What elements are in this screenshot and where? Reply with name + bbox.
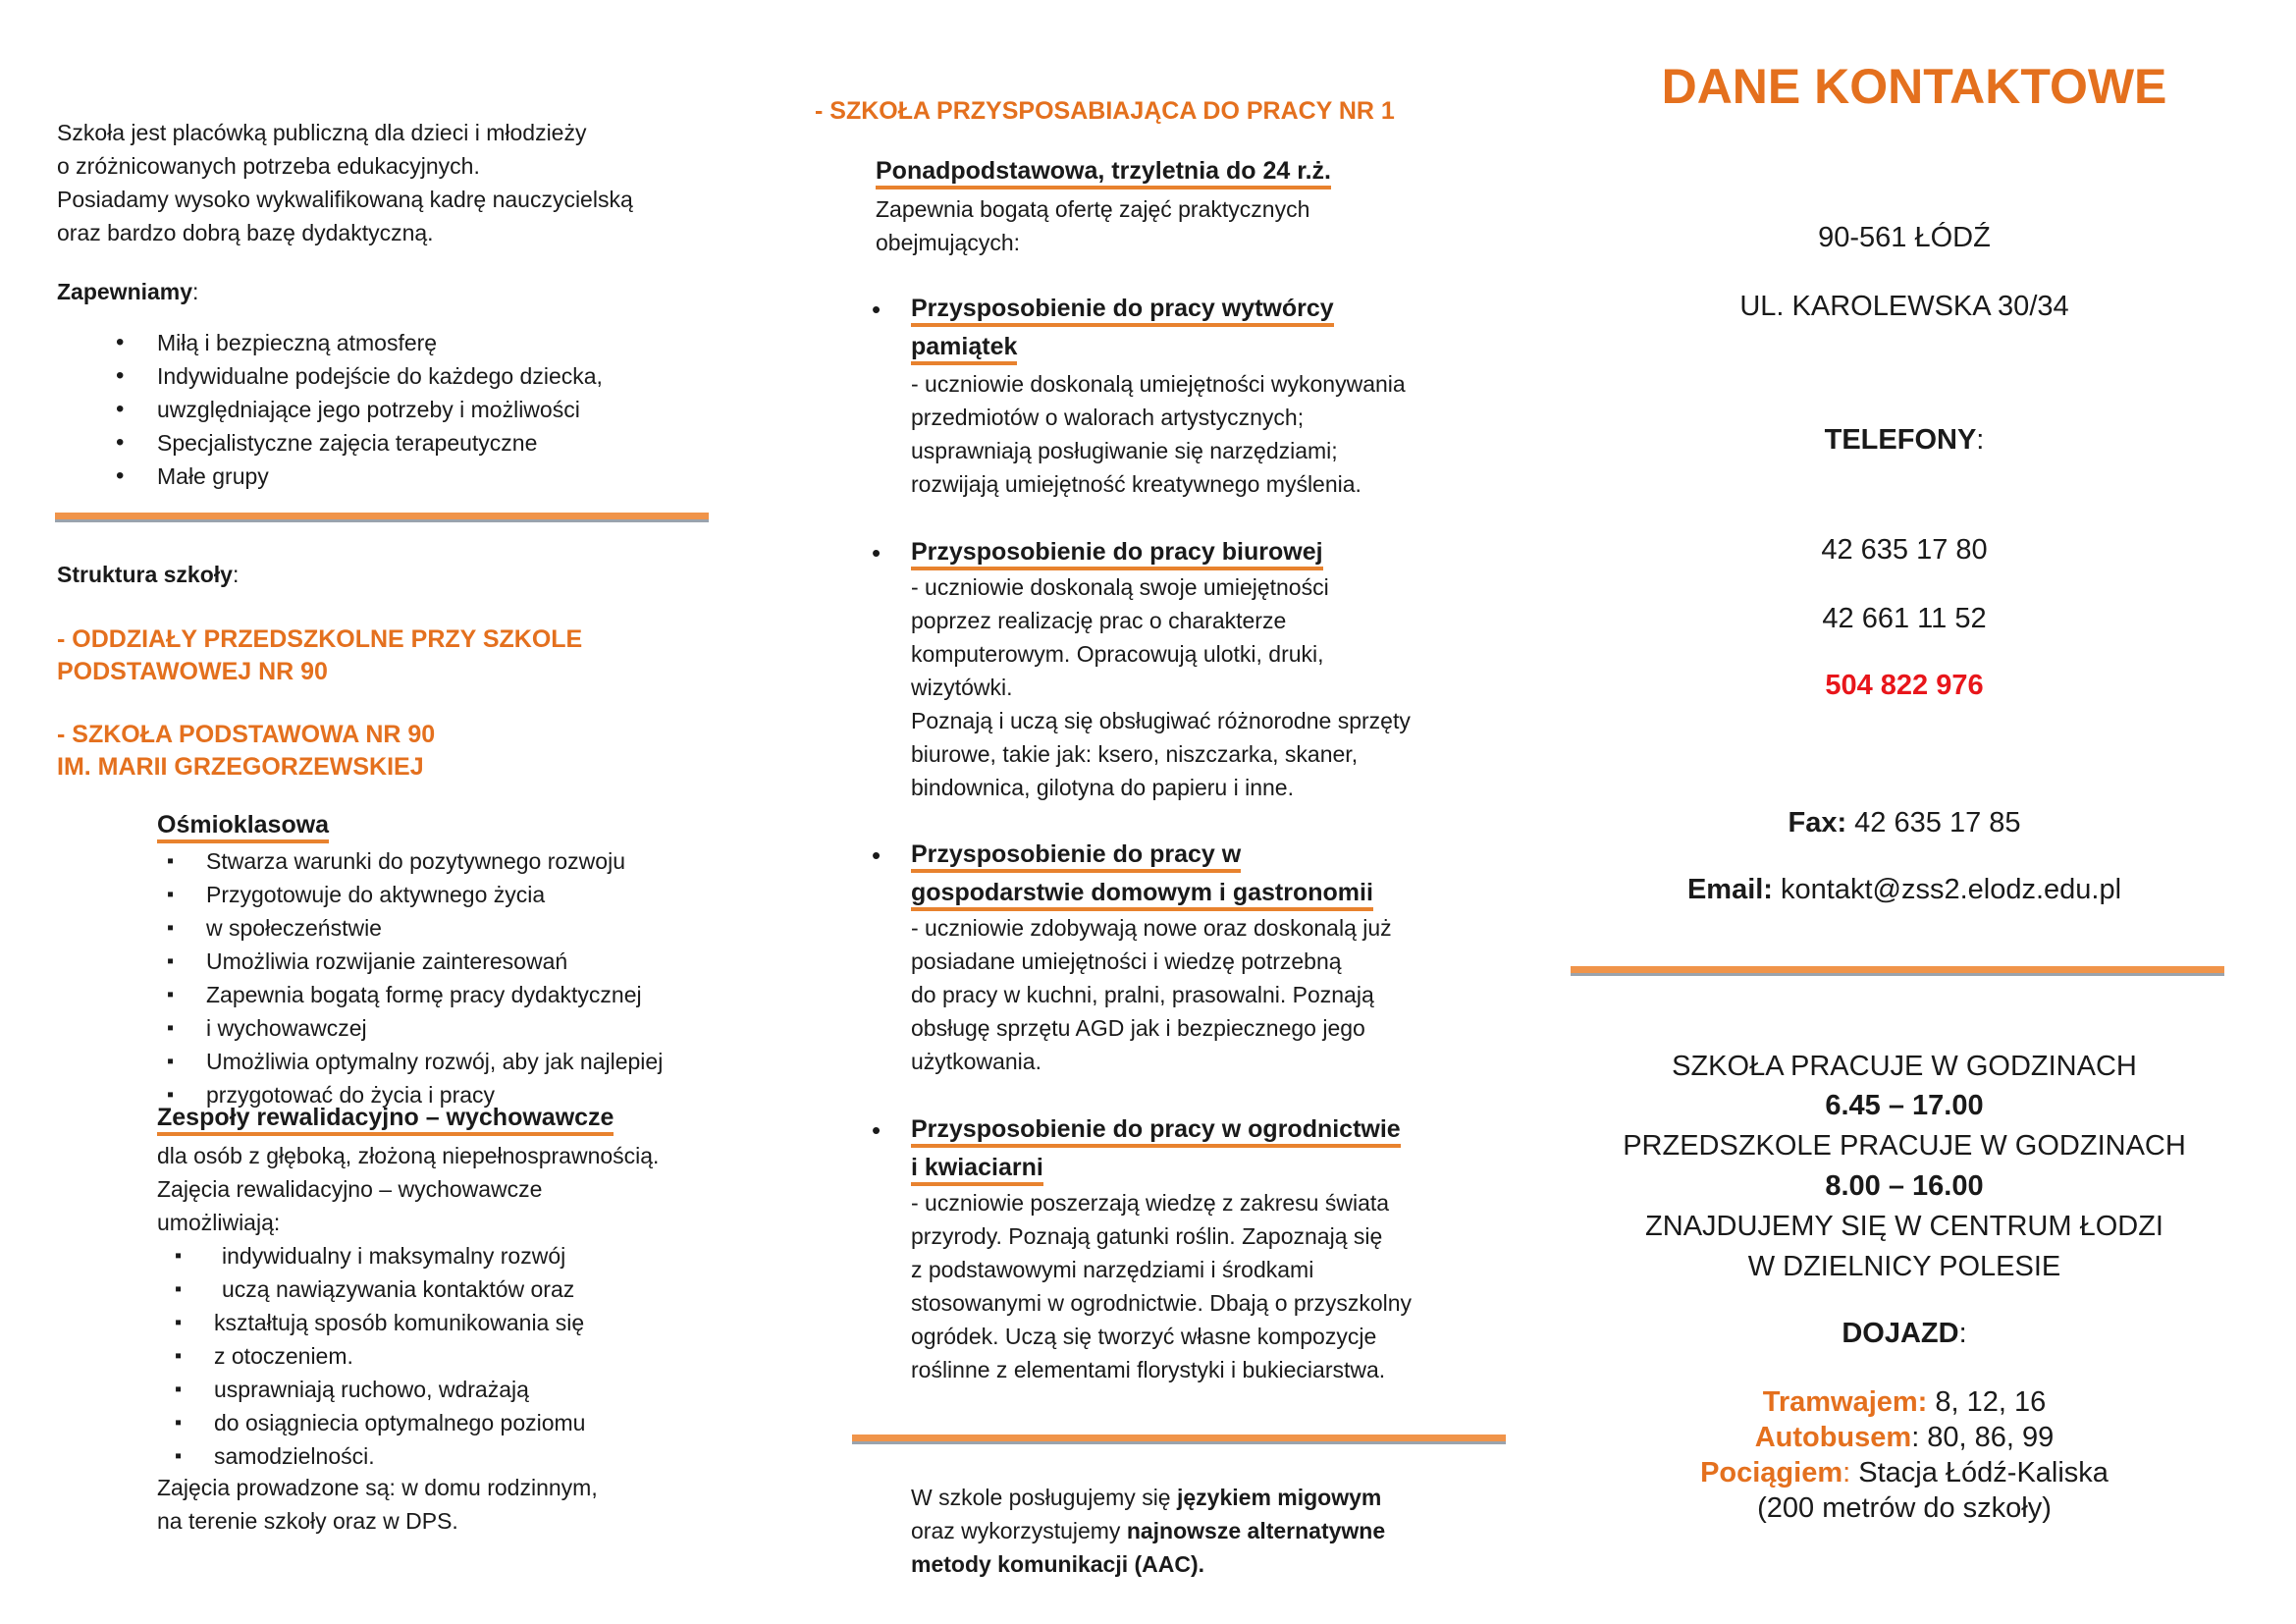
text-line: - uczniowie poszerzają wiedzę z zakresu świata (911, 1190, 1390, 1216)
revalidation-list (214, 1239, 764, 1473)
bullet-icon: • (872, 538, 881, 568)
list-item: ▪ indywidualny i maksymalny rozwój (214, 1239, 764, 1272)
communication-note (911, 1481, 1520, 1581)
unit-title: - SZKOŁA PODSTAWOWA NR 90 (57, 721, 436, 748)
list-item-continuation: • uwzględniające jego potrzeby i możliwości (157, 393, 726, 426)
email-line: Email: kontakt@zss2.elodz.edu.pl (1686, 874, 2122, 905)
text-fragment: oraz wykorzystujemy (911, 1518, 1127, 1543)
phones-heading: TELEFONY: (1824, 424, 1985, 456)
unit-primary (57, 719, 724, 784)
text-line: dla osób z głęboką, złożoną niepełnosprawnością. (157, 1143, 660, 1168)
intro-text (57, 116, 724, 249)
text-line: przyrody. Poznają gatunki roślin. Zapoznają się (911, 1223, 1383, 1249)
list-item-continuation: ▪ samodzielności. (214, 1439, 764, 1473)
provide-list (157, 326, 726, 493)
list-item: • Specjalistyczne zajęcia terapeutyczne (157, 426, 726, 460)
transport-tram: Tramwajem: 8, 12, 16 (1762, 1386, 2047, 1418)
text-line: ogródek. Uczą się tworzyć własne kompozycje (911, 1324, 1377, 1349)
offer-item-household (872, 840, 1529, 1078)
revalidation-footer (157, 1471, 766, 1538)
text-line: Zapewnia bogatą ofertę zajęć praktycznych (876, 196, 1310, 222)
eight-grade-title: Ośmioklasowa (157, 811, 329, 843)
address-city: 90-561 ŁÓDŹ (1818, 222, 1991, 253)
offer-title: i kwiaciarni (911, 1154, 1043, 1186)
list-item-continuation: ▪ przygotować do życia i pracy (206, 1078, 756, 1111)
bullet-icon: • (872, 1115, 881, 1145)
text-line: usprawniają posługiwanie się narzędziami; (911, 438, 1338, 463)
section-separator (1571, 966, 2224, 976)
text-fragment: najnowsze alternatywne (1126, 1518, 1386, 1543)
text-line: biurowe, takie jak: ksero, niszczarka, skaner, (911, 741, 1359, 767)
list-item: • Indywidualne podejście do każdego dziecka, (157, 359, 726, 393)
unit-title: PODSTAWOWEJ NR 90 (57, 658, 328, 685)
offer-title: Przysposobienie do pracy wytwórcy (911, 295, 1334, 327)
contact-title: DANE KONTAKTOWE (1661, 59, 2167, 114)
text-line: poprzez realizację prac o charakterze (911, 608, 1287, 633)
unit-title: - ODDZIAŁY PRZEDSZKOLNE PRZY SZKOLE (57, 625, 583, 653)
list-item-continuation: ▪ i wychowawczej (206, 1011, 756, 1045)
text-line: roślinne z elementami florystyki i bukieciarstwa. (911, 1357, 1386, 1382)
eight-grade-list (206, 844, 756, 1111)
phone-number-mobile: 504 822 976 (1825, 670, 1984, 701)
transport-note: (200 metrów do szkoły) (1757, 1492, 2052, 1524)
transport-heading: DOJAZD: (1842, 1318, 1967, 1349)
section-separator (55, 513, 709, 522)
list-item: ▪ uczą nawiązywania kontaktów oraz (214, 1272, 764, 1306)
offer-title: Przysposobienie do pracy biurowej (911, 538, 1323, 570)
text-line: z podstawowymi narzędziami i środkami (911, 1257, 1314, 1282)
text-line: przedmiotów o walorach artystycznych; (911, 405, 1305, 430)
structure-heading: Struktura szkoły: (57, 562, 240, 587)
text-line: do pracy w kuchni, pralni, prasowalni. Poznają (911, 982, 1374, 1007)
text-line: Poznają i uczą się obsługiwać różnorodne sprzęty (911, 708, 1411, 733)
list-item: • Miłą i bezpieczną atmosferę (157, 326, 726, 359)
text-line: stosowanymi w ogrodnictwie. Dbają o przyszkolny (911, 1290, 1413, 1316)
location-line: W DZIELNICY POLESIE (1747, 1251, 2061, 1282)
fax-line: Fax: 42 635 17 85 (1788, 807, 2021, 839)
list-item-continuation: ▪ do osiągniecia optymalnego poziomu (214, 1406, 764, 1439)
list-item: • Małe grupy (157, 460, 726, 493)
location-line: ZNAJDUJEMY SIĘ W CENTRUM ŁODZI (1645, 1211, 2163, 1242)
school-subtitle-text (876, 192, 1484, 259)
revalidation-title: Zespoły rewalidacyjno – wychowawcze (157, 1104, 614, 1136)
list-item-continuation: ▪ z otoczeniem. (214, 1339, 764, 1373)
unit-preschool (57, 623, 724, 688)
text-line: metody komunikacji (AAC). (911, 1551, 1205, 1577)
school-hours-label: SZKOŁA PRACUJE W GODZINACH (1672, 1051, 2137, 1082)
section-separator (852, 1435, 1506, 1444)
transport-bus: Autobusem: 80, 86, 99 (1754, 1422, 2055, 1453)
list-item: ▪ usprawniają ruchowo, wdrażają (214, 1373, 764, 1406)
offer-item-souvenirs (872, 295, 1529, 501)
list-item-continuation: ▪ w społeczeństwie (206, 911, 756, 945)
offer-title: gospodarstwie domowym i gastronomii (911, 879, 1373, 911)
intro-line: Posiadamy wysoko wykwalifikowaną kadrę nauczycielską (57, 187, 633, 212)
school-hours-time: 6.45 – 17.00 (1825, 1090, 1984, 1121)
text-line: Zajęcia rewalidacyjno – wychowawcze (157, 1176, 543, 1202)
text-line: - uczniowie zdobywają nowe oraz doskonalą już (911, 915, 1392, 941)
list-item: ▪ Stwarza warunki do pozytywnego rozwoju (206, 844, 756, 878)
offer-item-gardening (872, 1115, 1529, 1386)
school-subtitle: Ponadpodstawowa, trzyletnia do 24 r.ż. (876, 157, 1331, 189)
list-item-continuation: ▪ kształtują sposób komunikowania się (214, 1306, 764, 1339)
text-line: - uczniowie doskonalą umiejętności wykonywania (911, 371, 1406, 397)
offer-title: pamiątek (911, 333, 1017, 365)
list-item: ▪ Umożliwia rozwijanie zainteresowań (206, 945, 756, 978)
bullet-icon: • (872, 840, 881, 870)
text-line: obsługę sprzętu AGD jak i bezpiecznego jego (911, 1015, 1365, 1041)
bullet-icon: • (872, 295, 881, 324)
offer-title: Przysposobienie do pracy w ogrodnictwie (911, 1115, 1401, 1148)
intro-line: Szkoła jest placówką publiczną dla dzieci i młodzieży (57, 120, 587, 145)
text-line: użytkowania. (911, 1049, 1041, 1074)
text-line: Zajęcia prowadzone są: w domu rodzinnym, (157, 1475, 598, 1500)
offer-item-office (872, 538, 1529, 804)
school-heading: - SZKOŁA PRZYSPOSABIAJĄCA DO PRACY NR 1 (815, 97, 1395, 125)
list-item: ▪ Przygotowuje do aktywnego życia (206, 878, 756, 911)
text-fragment: W szkole posługujemy się (911, 1485, 1177, 1510)
left-column (57, 0, 724, 1624)
intro-line: oraz bardzo dobrą bazę dydaktyczną. (57, 220, 434, 245)
provide-heading: Zapewniamy: (57, 279, 199, 304)
text-line: rozwijają umiejętność kreatywnego myślenia. (911, 471, 1362, 497)
right-column (1571, 0, 2238, 1624)
phone-number: 42 635 17 80 (1821, 534, 1988, 566)
preschool-hours-label: PRZEDSZKOLE PRACUJE W GODZINACH (1623, 1130, 2186, 1162)
list-item: ▪ Umożliwia optymalny rozwój, aby jak najlepiej (206, 1045, 756, 1078)
revalidation-text (157, 1139, 766, 1239)
text-line: bindownica, gilotyna do papieru i inne. (911, 775, 1294, 800)
text-line: komputerowym. Opracowują ulotki, druki, (911, 641, 1324, 667)
list-item: ▪ Zapewnia bogatą formę pracy dydaktycznej (206, 978, 756, 1011)
text-line: na terenie szkoły oraz w DPS. (157, 1508, 458, 1534)
text-line: obejmujących: (876, 230, 1021, 255)
middle-column (815, 0, 1522, 1624)
intro-line: o zróżnicowanych potrzeba edukacyjnych. (57, 153, 480, 179)
text-line: umożliwiają: (157, 1210, 281, 1235)
text-fragment: językiem migowym (1177, 1485, 1382, 1510)
address-street: UL. KAROLEWSKA 30/34 (1739, 291, 2069, 322)
unit-title: IM. MARII GRZEGORZEWSKIEJ (57, 753, 424, 781)
text-line: - uczniowie doskonalą swoje umiejętności (911, 574, 1329, 600)
preschool-hours-time: 8.00 – 16.00 (1825, 1170, 1984, 1202)
phone-number: 42 661 11 52 (1822, 603, 1987, 634)
text-line: wizytówki. (911, 675, 1013, 700)
text-line: posiadane umiejętności i wiedzę potrzebną (911, 948, 1342, 974)
offer-title: Przysposobienie do pracy w (911, 840, 1241, 873)
transport-train: Pociągiem: Stacja Łódź-Kaliska (1700, 1457, 2109, 1489)
